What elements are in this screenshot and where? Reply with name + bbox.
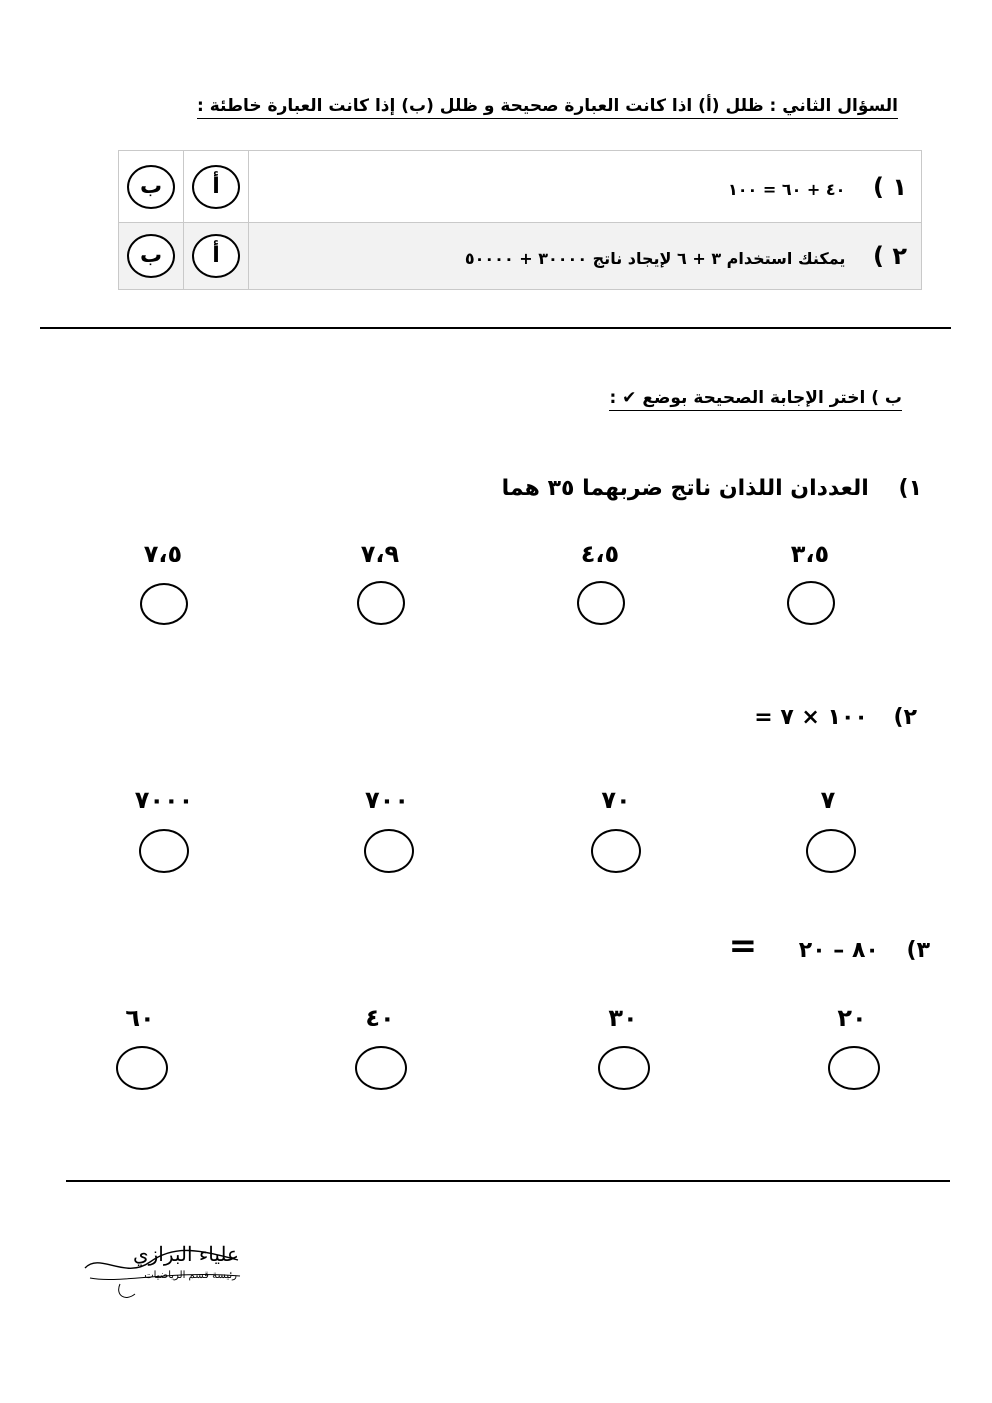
option-label: ٣،٥ [790, 540, 830, 568]
option-label: ٦٠ [125, 1004, 155, 1032]
option-label: ٧٠٠٠ [134, 786, 194, 814]
answer-bubble[interactable] [355, 1046, 407, 1090]
option-label: ٧،٩ [360, 540, 400, 568]
choice-a-bubble[interactable]: أ [192, 234, 240, 278]
option-label: ٧٠ [601, 786, 631, 814]
section-divider [40, 327, 951, 329]
answer-bubble[interactable] [787, 581, 835, 625]
question-3 [729, 926, 930, 966]
statement-number: ١ ) [873, 172, 907, 201]
option-label: ٤،٥ [580, 540, 620, 568]
question-two-title: السؤال الثاني : ظلل (أ) اذا كانت العبارة صحيحة و ظلل (ب) إذا كانت العبارة خاطئة : [197, 96, 898, 119]
option-label: ٢٠ [837, 1004, 867, 1032]
table-row [119, 151, 922, 223]
statement-cell [249, 151, 922, 223]
answer-bubble[interactable] [598, 1046, 650, 1090]
statement-number: ٢ ) [873, 242, 907, 270]
choice-a-cell [184, 223, 249, 290]
teacher-signature [80, 1240, 245, 1305]
statement-cell [249, 223, 922, 290]
question-text: ٨٠ – ٢٠ [798, 938, 879, 963]
answer-bubble[interactable] [364, 829, 414, 873]
statement-text: ٤٠ + ٦٠ = ١٠٠ [727, 179, 846, 199]
option-label: ٣٠ [608, 1004, 638, 1032]
option-label: ٤٠ [365, 1004, 395, 1032]
answer-bubble[interactable] [116, 1046, 168, 1090]
answer-bubble[interactable] [806, 829, 856, 873]
choice-b-cell [119, 223, 184, 290]
answer-bubble[interactable] [357, 581, 405, 625]
answer-bubble[interactable] [140, 583, 188, 625]
answer-bubble[interactable] [591, 829, 641, 873]
question-number: ٣) [906, 938, 930, 963]
answer-bubble[interactable] [828, 1046, 880, 1090]
question-number: ١) [898, 476, 922, 501]
question-text: ١٠٠ × ٧ = [754, 705, 868, 730]
bottom-divider [66, 1180, 950, 1182]
true-false-table [118, 150, 922, 290]
answer-bubble[interactable] [139, 829, 189, 873]
choice-a-bubble[interactable]: أ [192, 165, 240, 209]
statement-text: يمكنك استخدام ٣ + ٦ لإيجاد ناتج ٣٠٠٠٠ + ٥٠٠٠٠ [464, 249, 846, 268]
equals-sign: = [728, 926, 758, 966]
signature-title: رئيسة قسم الرياضيات [144, 1270, 237, 1281]
question-text: العددان اللذان ناتج ضربهما ٣٥ هما [501, 476, 869, 501]
table-row [119, 223, 922, 290]
question-1 [502, 476, 922, 501]
part-b-title: ب ) اختر الإجابة الصحيحة بوضع ✔ : [609, 388, 902, 411]
choice-a-cell [184, 151, 249, 223]
option-label: ٧٠٠ [365, 786, 409, 814]
choice-b-cell [119, 151, 184, 223]
choice-b-bubble[interactable]: ب [127, 234, 175, 278]
signature-name: علياء البرازي [132, 1242, 239, 1266]
question-number: ٢) [893, 705, 917, 730]
answer-bubble[interactable] [577, 581, 625, 625]
choice-b-bubble[interactable]: ب [127, 165, 175, 209]
option-label: ٧،٥ [143, 540, 183, 568]
question-2 [754, 705, 917, 730]
option-label: ٧ [820, 786, 836, 814]
